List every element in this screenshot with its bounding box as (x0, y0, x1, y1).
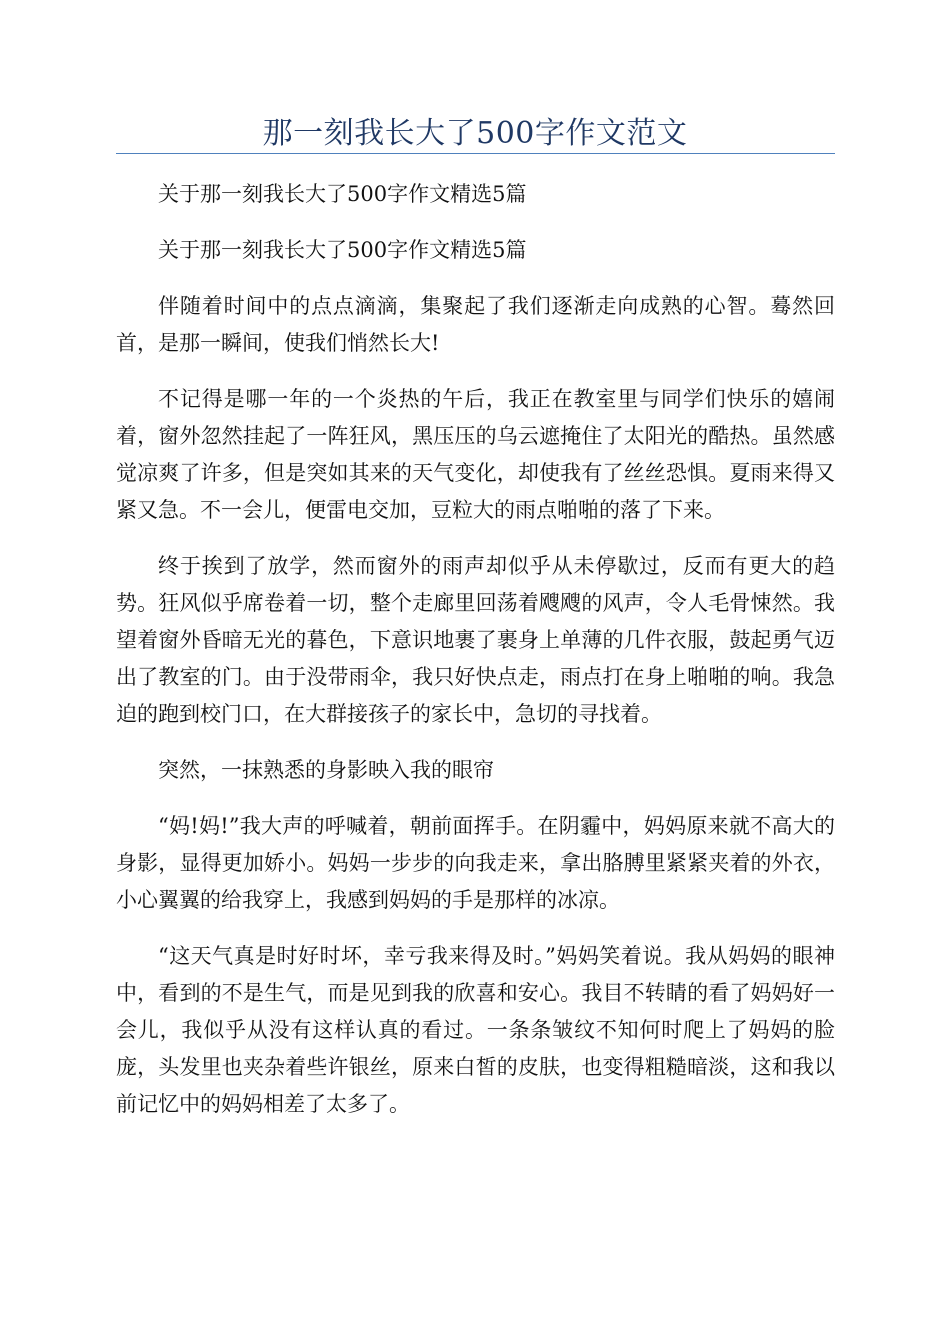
paragraph: 终于挨到了放学，然而窗外的雨声却似乎从未停歇过，反而有更大的趋势。狂风似乎席卷着一切，整个走廊里回荡着飕飕的风声，令人毛骨悚然。我望着窗外昏暗无光的暮色，下意识地裹了裹身上单薄的几件衣服，鼓起勇气迈出了教室的门。由于没带雨伞，我只好快点走，雨点打在身上啪啪的响。我急迫的跑到校门口，在大群接孩子的家长中，急切的寻找着。 (116, 554, 835, 726)
document-title: 那一刻我长大了500字作文范文 (262, 116, 688, 151)
title-underline (116, 153, 835, 154)
paragraph: 伴随着时间中的点点滴滴，集聚起了我们逐渐走向成熟的心智。蓦然回首，是那一瞬间，使我们悄然长大! (116, 294, 835, 355)
paragraph: “妈!妈!”我大声的呼喊着，朝前面挥手。在阴霾中，妈妈原来就不高大的身影，显得更加娇小。妈妈一步步的向我走来，拿出胳膊里紧紧夹着的外衣，小心翼翼的给我穿上，我感到妈妈的手是那样的冰凉。 (116, 814, 835, 912)
paragraph: 突然，一抹熟悉的身影映入我的眼帘 (158, 758, 494, 782)
paragraph: 不记得是哪一年的一个炎热的午后，我正在教室里与同学们快乐的嬉闹着，窗外忽然挂起了一阵狂风，黑压压的乌云遮掩住了太阳光的酷热。虽然感觉凉爽了许多，但是突如其来的天气变化，却使我有了丝丝恐惧。夏雨来得又紧又急。不一会儿，便雷电交加，豆粒大的雨点啪啪的落了下来。 (116, 387, 835, 522)
paragraph-subtitle-2: 关于那一刻我长大了500字作文精选5篇 (158, 238, 527, 262)
document-body (116, 176, 835, 1123)
paragraph: “这天气真是时好时坏，幸亏我来得及时。”妈妈笑着说。我从妈妈的眼神中，看到的不是生气，而是见到我的欣喜和安心。我目不转睛的看了妈妈好一会儿，我似乎从没有这样认真的看过。一条条皱纹不知何时爬上了妈妈的脸庞，头发里也夹杂着些许银丝，原来白皙的皮肤，也变得粗糙暗淡，这和我以前记忆中的妈妈相差了太多了。 (116, 944, 835, 1116)
paragraph-subtitle-1: 关于那一刻我长大了500字作文精选5篇 (158, 182, 527, 206)
